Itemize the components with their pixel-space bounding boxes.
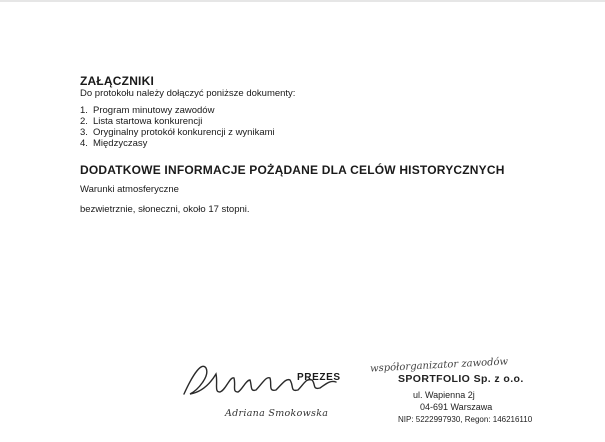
attachments-intro: Do protokołu należy dołączyć poniższe dokumenty: xyxy=(80,88,296,99)
weather-label: Warunki atmosferyczne xyxy=(80,184,179,195)
list-item: 2. Lista startowa konkurencji xyxy=(80,116,203,127)
stamp-ids: NIP: 5222997930, Regon: 146216110 xyxy=(398,415,533,424)
stamp-street: ul. Wapienna 2j xyxy=(413,390,475,400)
additional-info-title: DODATKOWE INFORMACJE POŻĄDANE DLA CELÓW HISTORYCZNYCH xyxy=(80,163,505,177)
list-item: 1. Program minutowy zawodów xyxy=(80,105,215,116)
handwritten-note: współorganizator zawodów xyxy=(369,356,509,375)
list-item: 3. Oryginalny protokół konkurencji z wynikami xyxy=(80,127,275,138)
stamp-company: SPORTFOLIO Sp. z o.o. xyxy=(398,373,524,385)
weather-value: bezwietrznie, słoneczni, około 17 stopni. xyxy=(80,204,250,215)
signature-name: Adriana Smokowska xyxy=(225,408,329,419)
top-border xyxy=(0,0,605,2)
attachments-list xyxy=(80,105,275,149)
stamp-city: 04-691 Warszawa xyxy=(420,402,493,412)
signature-scribble xyxy=(180,354,350,404)
signature-role: PREZES xyxy=(297,372,341,383)
attachments-title: ZAŁĄCZNIKI xyxy=(80,74,154,88)
list-item: 4. Międzyczasy xyxy=(80,138,148,149)
